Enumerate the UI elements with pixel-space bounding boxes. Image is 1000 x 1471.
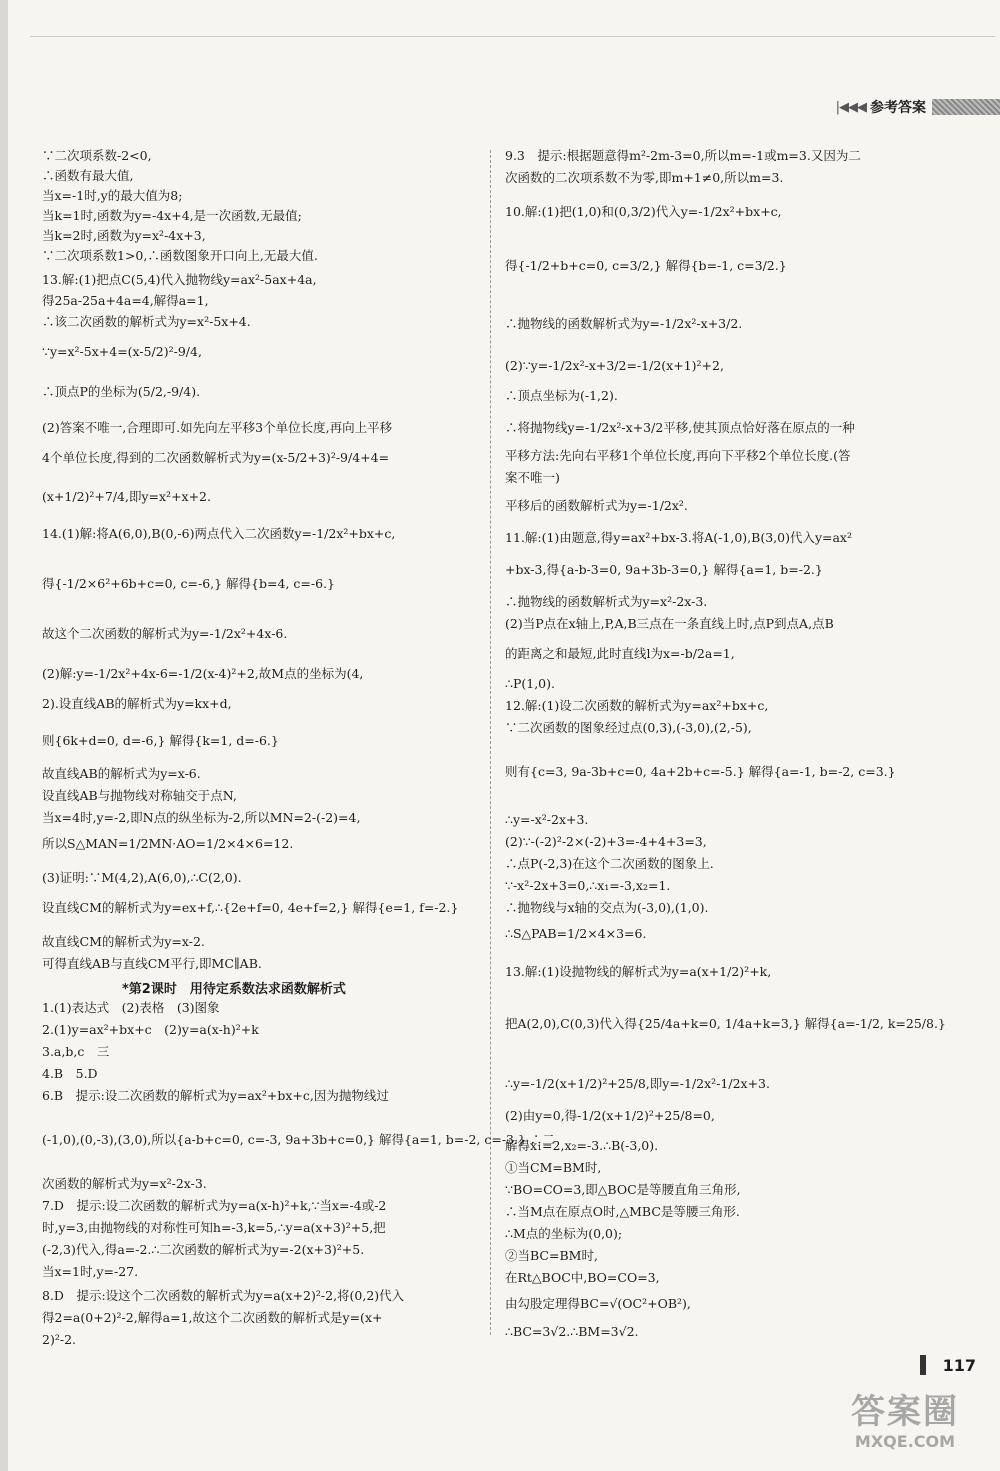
text-line: (2)由y=0,得-1/2(x+1/2)²+25/8=0, (505, 1108, 715, 1123)
text-line: 当k=2时,函数为y=x²-4x+3, (42, 228, 206, 243)
text-line: ∴y=-x²-2x+3. (505, 812, 589, 827)
text-line: 设直线AB与抛物线对称轴交于点N, (42, 788, 237, 803)
header-decoration-bar (932, 99, 1000, 115)
text-line: 得2=a(0+2)²-2,解得a=1,故这个二次函数的解析式是y=(x+ (42, 1310, 383, 1325)
top-rule (30, 36, 995, 37)
page-edge-shadow (0, 0, 8, 1471)
watermark-logo (820, 1392, 990, 1460)
text-line: 4.B 5.D (42, 1066, 98, 1081)
text-line: 4个单位长度,得到的二次函数解析式为y=(x-5/2+3)²-9/4+4= (42, 450, 390, 465)
text-line: ∴当M点在原点O时,△MBC是等腰三角形. (505, 1204, 740, 1219)
text-line: ∴y=-1/2(x+1/2)²+25/8,即y=-1/2x²-1/2x+3. (505, 1076, 770, 1091)
text-line: ∵-x²-2x+3=0,∴x₁=-3,x₂=1. (505, 878, 671, 893)
text-line: 所以S△MAN=1/2MN·AO=1/2×4×6=12. (42, 836, 294, 851)
text-line: ∴函数有最大值, (42, 168, 134, 183)
text-line: ∴P(1,0). (505, 676, 555, 691)
text-line: 当x=-1时,y的最大值为8; (42, 188, 183, 203)
text-line: 得25a-25a+4a=4,解得a=1, (42, 293, 209, 308)
text-line: 12.解:(1)设二次函数的解析式为y=ax²+bx+c, (505, 698, 769, 713)
text-line: ∴该二次函数的解析式为y=x²-5x+4. (42, 314, 251, 329)
page-number: 117 (920, 1353, 976, 1377)
text-line: ∴抛物线的函数解析式为y=x²-2x-3. (505, 594, 708, 609)
text-line: 13.解:(1)把点C(5,4)代入抛物线y=ax²-5ax+4a, (42, 272, 317, 287)
text-line: ∵y=x²-5x+4=(x-5/2)²-9/4, (42, 344, 202, 359)
text-line: (-2,3)代入,得a=-2.∴二次函数的解析式为y=-2(x+3)²+5. (42, 1242, 365, 1257)
text-line: 13.解:(1)设抛物线的解析式为y=a(x+1/2)²+k, (505, 964, 772, 979)
text-line: ∴将抛物线y=-1/2x²-x+3/2平移,使其顶点恰好落在原点的一种 (505, 420, 855, 435)
text-line: 当x=1时,y=-27. (42, 1264, 139, 1279)
text-line: 则{6k+d=0, d=-6,} 解得{k=1, d=-6.} (42, 733, 279, 748)
section-title: *第2课时 用待定系数法求函数解析式 (122, 982, 346, 997)
text-line: 当k=1时,函数为y=-4x+4,是一次函数,无最值; (42, 208, 302, 223)
text-line: 案不唯一) (505, 470, 560, 485)
text-line: ∴顶点P的坐标为(5/2,-9/4). (42, 384, 201, 399)
nav-arrows-icon: |◀◀◀ (835, 99, 866, 115)
text-line: ②当BC=BM时, (505, 1248, 598, 1263)
text-line: (3)证明:∵M(4,2),A(6,0),∴C(2,0). (42, 870, 242, 885)
text-line: 10.解:(1)把(1,0)和(0,3/2)代入y=-1/2x²+bx+c, (505, 204, 782, 219)
text-line: 故这个二次函数的解析式为y=-1/2x²+4x-6. (42, 626, 288, 641)
text-line: 2.(1)y=ax²+bx+c (2)y=a(x-h)²+k (42, 1022, 259, 1037)
text-line: (2)答案不唯一,合理即可.如先向左平移3个单位长度,再向上平移 (42, 420, 393, 435)
text-line: 平移方法:先向右平移1个单位长度,再向下平移2个单位长度.(答 (505, 448, 851, 463)
text-line: 由勾股定理得BC=√(OC²+OB²), (505, 1296, 691, 1311)
text-line: 解得x₁=2,x₂=-3.∴B(-3,0). (505, 1138, 659, 1153)
text-line: 的距离之和最短,此时直线l为x=-b/2a=1, (505, 646, 735, 661)
text-line: ∵二次项系数1>0,∴函数图象开口向上,无最大值. (42, 248, 318, 263)
text-line: 故直线AB的解析式为y=x-6. (42, 766, 201, 781)
text-line: 把A(2,0),C(0,3)代入得{25/4a+k=0, 1/4a+k=3,} 解得{a=-1/2, k=25/8.} (505, 1016, 946, 1031)
page-header (836, 96, 1000, 118)
watermark-main: 答案圈 (851, 1392, 959, 1432)
text-line: 次函数的解析式为y=x²-2x-3. (42, 1176, 207, 1191)
text-line: (2)解:y=-1/2x²+4x-6=-1/2(x-4)²+2,故M点的坐标为(4, (42, 666, 364, 681)
text-line: ∴抛物线的函数解析式为y=-1/2x²-x+3/2. (505, 316, 743, 331)
text-line: 得{-1/2+b+c=0, c=3/2,} 解得{b=-1, c=3/2.} (505, 258, 787, 273)
text-line: (2)∵-(-2)²-2×(-2)+3=-4+4+3=3, (505, 834, 707, 849)
text-line: (x+1/2)²+7/4,即y=x²+x+2. (42, 489, 211, 504)
watermark-url: MXQE.COM (854, 1432, 956, 1451)
text-line: (2)当P点在x轴上,P,A,B三点在一条直线上时,点P到点A,点B (505, 616, 834, 631)
text-line: 设直线CM的解析式为y=ex+f,∴{2e+f=0, 4e+f=2,} 解得{e=1, f=-2.} (42, 900, 459, 915)
text-line: +bx-3,得{a-b-3=0, 9a+3b-3=0,} 解得{a=1, b=-2.} (505, 562, 823, 577)
column-divider (490, 150, 491, 1335)
text-line: ∵BO=CO=3,即△BOC是等腰直角三角形, (505, 1182, 741, 1197)
text-line: 2).设直线AB的解析式为y=kx+d, (42, 696, 232, 711)
text-line: ∵二次项系数-2<0, (42, 148, 152, 163)
header-title: 参考答案 (870, 100, 926, 116)
text-line: 8.D 提示:设这个二次函数的解析式为y=a(x+2)²-2,将(0,2)代入 (42, 1288, 405, 1303)
text-line: 1.(1)表达式 (2)表格 (3)图象 (42, 1000, 220, 1015)
text-line: ∴点P(-2,3)在这个二次函数的图象上. (505, 856, 714, 871)
text-line: 2)²-2. (42, 1332, 76, 1347)
text-line: ∴M点的坐标为(0,0); (505, 1226, 623, 1241)
text-line: 平移后的函数解析式为y=-1/2x². (505, 498, 688, 513)
text-line: ∵二次函数的图象经过点(0,3),(-3,0),(2,-5), (505, 720, 752, 735)
text-line: 时,y=3,由抛物线的对称性可知h=-3,k=5,∴y=a(x+3)²+5,把 (42, 1220, 386, 1235)
text-line: 7.D 提示:设二次函数的解析式为y=a(x-h)²+k,∵当x=-4或-2 (42, 1198, 387, 1213)
text-line: ∴抛物线与x轴的交点为(-3,0),(1,0). (505, 900, 709, 915)
text-line: (2)∵y=-1/2x²-x+3/2=-1/2(x+1)²+2, (505, 358, 724, 373)
text-line: 故直线CM的解析式为y=x-2. (42, 934, 205, 949)
text-line: 14.(1)解:将A(6,0),B(0,-6)两点代入二次函数y=-1/2x²+bx+c, (42, 526, 396, 541)
text-line: 6.B 提示:设二次函数的解析式为y=ax²+bx+c,因为抛物线过 (42, 1088, 389, 1103)
text-line: ∴S△PAB=1/2×4×3=6. (505, 926, 647, 941)
text-line: 则有{c=3, 9a-3b+c=0, 4a+2b+c=-5.} 解得{a=-1, b=-2, c=3.} (505, 764, 896, 779)
text-line: 当x=4时,y=-2,即N点的纵坐标为-2,所以MN=2-(-2)=4, (42, 810, 361, 825)
text-line: 可得直线AB与直线CM平行,即MC∥AB. (42, 956, 262, 971)
text-line: (-1,0),(0,-3),(3,0),所以{a-b+c=0, c=-3, 9a+3b+c=0,} 解得{a=1, b=-2, c=-3.} ∴二 (42, 1132, 555, 1147)
text-line: 11.解:(1)由题意,得y=ax²+bx-3.将A(-1,0),B(3,0)代入y=ax² (505, 530, 852, 545)
text-line: ∴顶点坐标为(-1,2). (505, 388, 618, 403)
text-line: ①当CM=BM时, (505, 1160, 602, 1175)
text-line: 次函数的二次项系数不为零,即m+1≠0,所以m=3. (505, 170, 784, 185)
text-line: 在Rt△BOC中,BO=CO=3, (505, 1270, 660, 1285)
text-line: 得{-1/2×6²+6b+c=0, c=-6,} 解得{b=4, c=-6.} (42, 576, 335, 591)
text-line: 9.3 提示:根据题意得m²-2m-3=0,所以m=-1或m=3.又因为二 (505, 148, 861, 163)
text-line: 3.a,b,c 三 (42, 1044, 110, 1059)
text-line: ∴BC=3√2.∴BM=3√2. (505, 1324, 639, 1339)
